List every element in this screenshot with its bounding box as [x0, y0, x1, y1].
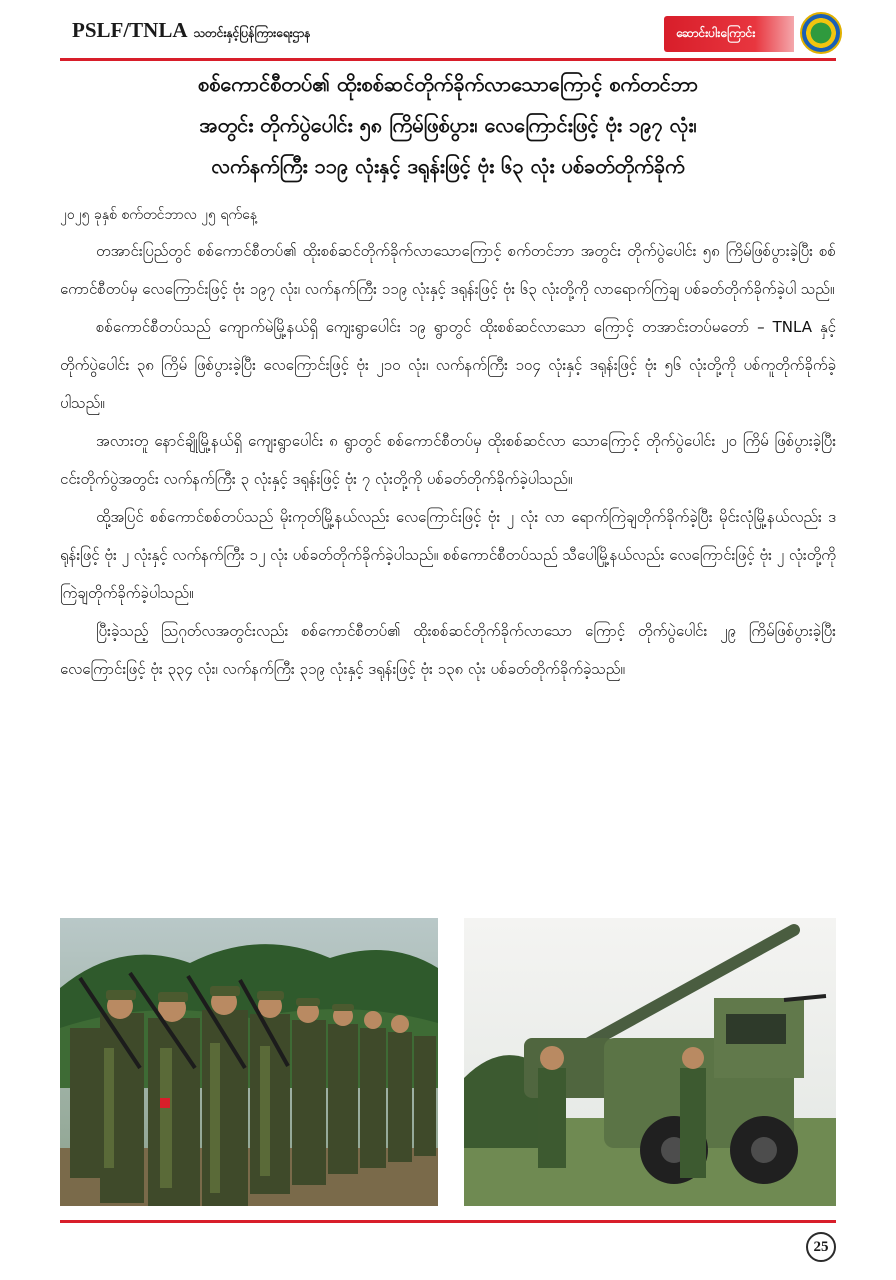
- brand-name: PSLF/TNLA: [72, 18, 188, 42]
- article-headline: [52, 64, 844, 187]
- section-label: ဆောင်းပါးကြောင်း: [676, 26, 756, 40]
- soldiers-photo: [60, 918, 438, 1206]
- article-body: [60, 232, 836, 688]
- section-badge: [664, 16, 794, 52]
- article-dateline: ၂၀၂၅ ခုနှစ် စက်တင်ဘာလ ၂၅ ရက်နေ့: [60, 207, 257, 223]
- brand-subtitle: သတင်းနှင့်ပြန်ကြားရေးဌာန: [193, 26, 311, 40]
- publication-brand: [72, 18, 310, 43]
- article-paragraph: တအာင်းပြည်တွင် စစ်ကောင်စီတပ်၏ ထိုးစစ်ဆင်တိုက်ခိုက်လာသောကြောင့် စက်တင်ဘာ အတွင်း တိုက်ပွဲပေါင်း ၅၈ ကြိမ်ဖြစ်ပွားခဲ့ပြီး စစ်ကောင်စီတပ်မှ လေကြောင်းဖြင့် ဗုံး ၁၉၇ လုံး၊ လက်နက်ကြီး ၁၁၉ လုံးနှင့် ဒရုန်းဖြင့် ဗုံး ၆၃ လုံးတို့ကို လာရောက်ကြဲချ ပစ်ခတ်တိုက်ခိုက်ခဲ့ပါ သည်။: [60, 242, 836, 298]
- header-divider: [60, 58, 836, 61]
- headline-line: အတွင်း တိုက်ပွဲပေါင်း ၅၈ ကြိမ်ဖြစ်ပွား၊ လေကြောင်းဖြင့် ဗုံး ၁၉၇ လုံး၊: [199, 113, 697, 137]
- article-paragraph: အလားတူ နောင်ချိုမြို့နယ်ရှိ ကျေးရွာပေါင်း ၈ ရွာတွင် စစ်ကောင်စီတပ်မှ ထိုးစစ်ဆင်လာ သောကြောင့် တိုက်ပွဲပေါင်း ၂၀ ကြိမ် ဖြစ်ပွားခဲ့ပြီးငင်းတိုက်ပွဲအတွင်း လက်နက်ကြီး ၃ လုံးနှင့် ဒရုန်းဖြင့် ဗုံး ၇ လုံးတို့ကို ပစ်ခတ်တိုက်ခိုက်ခဲ့ပါသည်။: [60, 432, 836, 488]
- footer-divider: [60, 1220, 836, 1223]
- page-header: [0, 0, 896, 62]
- article-paragraph: ထို့အပြင် စစ်ကောင်စစ်တပ်သည် မိုးကုတ်မြို့နယ်လည်း လေကြောင်းဖြင့် ဗုံး ၂ လုံး လာ ရောက်ကြဲချတိုက်ခိုက်ခဲ့ပြီး မိုင်းလုံမြို့နယ်လည်း ဒရုန်းဖြင့် ဗုံး ၂ လုံးနှင့် လက်နက်ကြီး ၁၂ လုံး ပစ်ခတ်တိုက်ခိုက်ခဲ့ပါသည်။ စစ်ကောင်စီတပ်သည် သီပေါမြို့နယ်လည်း လေကြောင်းဖြင့် ဗုံး ၂ လုံးတို့ကို ကြဲချတိုက်ခိုက်ခဲ့ပါသည်။: [60, 508, 836, 602]
- page-number: 25: [806, 1232, 836, 1262]
- article-paragraph: ပြီးခဲ့သည့် ဩဂုတ်လအတွင်းလည်း စစ်ကောင်စီတပ်၏ ထိုးစစ်ဆင်တိုက်ခိုက်လာသော ကြောင့် တိုက်ပွဲပေါင်း ၂၉ ကြိမ်ဖြစ်ပွားခဲ့ပြီး လေကြောင်းဖြင့် ဗုံး ၃၃၄ လုံး၊ လက်နက်ကြီး ၃၁၉ လုံးနှင့် ဒရုန်းဖြင့် ဗုံး ၁၃၈ လုံး ပစ်ခတ်တိုက်ခိုက်ခဲ့သည်။: [60, 622, 836, 678]
- headline-line: စစ်ကောင်စီတပ်၏ ထိုးစစ်ဆင်တိုက်ခိုက်လာသောကြောင့် စက်တင်ဘာ: [197, 72, 699, 96]
- soldiers-illustration: [60, 918, 438, 1206]
- artillery-illustration: [464, 918, 836, 1206]
- article-paragraph: စစ်ကောင်စီတပ်သည် ကျောက်မဲမြို့နယ်ရှိ ကျေးရွာပေါင်း ၁၉ ရွာတွင် ထိုးစစ်ဆင်လာသော ကြောင့် တအာင်းတပ်မတော် – TNLA နှင့် တိုက်ပွဲပေါင်း ၃၈ ကြိမ် ဖြစ်ပွားခဲ့ပြီး လေကြောင်းဖြင့် ဗုံး ၂၁၀ လုံး၊ လက်နက်ကြီး ၁၀၄ လုံးနှင့် ဒရုန်းဖြင့် ဗုံး ၅၆ လုံးတို့ကို ပစ်ကူတိုက်ခိုက်ခဲ့ပါသည်။: [60, 318, 836, 412]
- emblem-logo: [800, 12, 842, 54]
- headline-line: လက်နက်ကြီး ၁၁၉ လုံးနှင့် ဒရုန်းဖြင့် ဗုံး ၆၃ လုံး ပစ်ခတ်တိုက်ခိုက်: [211, 154, 685, 178]
- artillery-photo: [464, 918, 836, 1206]
